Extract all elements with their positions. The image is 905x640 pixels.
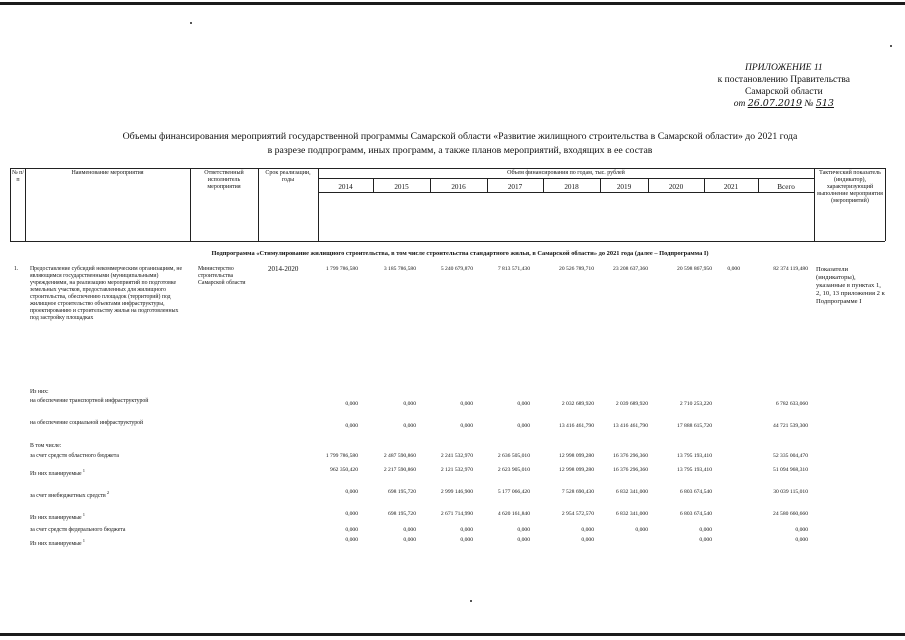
sub-row-value: 0,000 (403, 423, 416, 429)
sub-row-value: 52 335 004,470 (773, 453, 808, 459)
sub-row-value: 13 795 193,410 (677, 467, 712, 473)
appendix-line2: Самарской области (744, 87, 823, 97)
col-line (814, 168, 815, 241)
sub-row-value: 17 888 615,720 (677, 423, 712, 429)
sub-row-value: 2 954 572,570 (561, 511, 594, 517)
number-value: 513 (815, 98, 834, 109)
sub-row-value: 44 721 539,300 (773, 423, 808, 429)
col-line (318, 168, 319, 241)
sub-row-value: 13 416 461,790 (613, 423, 648, 429)
sub-row-value: 13 795 193,410 (677, 453, 712, 459)
sub-row-value: 24 580 660,660 (773, 511, 808, 517)
sub-row-value: 2 487 590,860 (383, 453, 416, 459)
appendix-title: ПРИЛОЖЕНИЕ 11 (745, 63, 823, 73)
footnote-marker: 1 (81, 512, 85, 517)
sub-row-value: 0,000 (517, 537, 530, 543)
sub-row-value: 0,000 (795, 537, 808, 543)
sub-row-label: Из них: (30, 389, 49, 395)
sub-row-value: 51 094 968,310 (773, 467, 808, 473)
sub-row-value: 12 998 099,280 (559, 467, 594, 473)
sub-row-value: 0,000 (345, 423, 358, 429)
subprogram-title: Подпрограмма «Стимулирование жилищного строительства, в том числе строительства стандартного жилья, в Самарской области» до 2021 года (далее – Подпрограмма I) (211, 250, 709, 257)
sub-row-value: 2 623 905,010 (497, 467, 530, 473)
row1-value: 0,000 (727, 266, 740, 272)
row1-value: 23 208 637,360 (613, 266, 648, 272)
header-year-2021: 2021 (723, 183, 739, 191)
sub-row-value: 2 039 689,920 (615, 401, 648, 407)
sub-row-value: 1 799 786,580 (325, 453, 358, 459)
header-year-2017: 2017 (507, 183, 523, 191)
sub-row-value: 2 636 505,010 (497, 453, 530, 459)
header-year-2018: 2018 (564, 183, 579, 191)
date-prefix: от (733, 99, 746, 109)
sub-row-value: 2 217 590,860 (383, 467, 416, 473)
scan-speck (890, 45, 892, 47)
appendix-line1: к постановлению Правительства (717, 75, 850, 85)
sub-row-value: 0,000 (581, 527, 594, 533)
sub-row-value: 6 803 674,540 (679, 511, 712, 517)
sub-row-value: 0,000 (795, 527, 808, 533)
sub-row-value: 0,000 (403, 527, 416, 533)
sub-row-value: 6 832 341,000 (615, 511, 648, 517)
sub-row-value: 0,000 (460, 537, 473, 543)
years-row-divider (318, 192, 814, 193)
sub-row-value: 6 832 341,000 (615, 489, 648, 495)
col-line (25, 168, 26, 241)
sub-row-value: 4 620 161,840 (497, 511, 530, 517)
header-executor: Ответственный исполнитель мероприятия (204, 170, 244, 190)
sub-row-value: 2 241 532,970 (440, 453, 473, 459)
appendix-block (718, 62, 850, 110)
sub-row-label: за счет средств областного бюджета (30, 453, 119, 459)
sub-row-value: 0,000 (517, 423, 530, 429)
sub-row-value: 5 177 066,420 (497, 489, 530, 495)
sub-row-value: 0,000 (581, 537, 594, 543)
funding-header-divider (318, 178, 814, 179)
col-line (258, 168, 259, 241)
row1-indicator: Показатели (индикаторы), указанные в пунктах 1, 2, 10, 13 приложения 2 к Подпрограмме I (816, 266, 885, 305)
sub-row-label: Из них планируемые $^1$ (30, 512, 85, 521)
sub-row-value: 16 376 296,360 (613, 467, 648, 473)
sub-row-value: 6 803 674,540 (679, 489, 712, 495)
table-border-top (10, 168, 885, 169)
row1-period: 2014-2020 (268, 265, 299, 273)
sub-row-value: 0,000 (345, 537, 358, 543)
header-total: Всего (777, 183, 795, 191)
sub-row-value: 2 671 714,990 (440, 511, 473, 517)
sub-row-label: Из них планируемые $^1$ (30, 538, 85, 547)
sub-row-label: В том числе: (30, 443, 62, 449)
sub-row-label: на обеспечение транспортной инфраструктурой (30, 398, 149, 404)
scan-speck (470, 600, 472, 602)
sub-row-value: 0,000 (460, 401, 473, 407)
col-line (885, 168, 886, 241)
col-line (190, 168, 191, 241)
sub-row-value: 2 999 146,900 (440, 489, 473, 495)
row1-value: 1 799 786,580 (325, 266, 358, 272)
sub-row-label: за счет внебюджетных средств $^2$ (30, 490, 110, 499)
sub-row-value: 962 350,420 (330, 467, 358, 473)
row1-value: 82 374 119,480 (773, 266, 808, 272)
page-top-edge (0, 2, 905, 5)
row1-value: 5 240 679,870 (440, 266, 473, 272)
sub-row-value: 2 710 253,220 (679, 401, 712, 407)
header-year-2014: 2014 (338, 183, 353, 191)
header-year-2016: 2016 (451, 183, 466, 191)
sub-row-value: 6 782 633,060 (775, 401, 808, 407)
document-title (60, 130, 860, 158)
appendix-date-line (718, 98, 850, 110)
sub-row-value: 2 032 689,920 (561, 401, 594, 407)
sub-row-value: 698 195,720 (388, 489, 416, 495)
sub-row-value: 7 528 690,430 (561, 489, 594, 495)
scan-speck (190, 22, 192, 24)
row1-value: 20 598 867,950 (677, 266, 712, 272)
header-year-2015: 2015 (394, 183, 409, 191)
header-period: Срок реализации, годы (265, 170, 311, 183)
row1-value: 20 526 789,710 (559, 266, 594, 272)
sub-row-value: 0,000 (403, 401, 416, 407)
sub-row-label: на обеспечение социальной инфраструктурой (30, 420, 144, 426)
footnote-marker: 1 (81, 538, 85, 543)
header-name: Наименование мероприятия (71, 170, 144, 176)
row1-name: Предоставление субсидий некоммерческим организациям, не являющимся государственными (муниципальными) учреждениями, на реализацию мероприятий по подготовке земельных участков, предоставленных для жилищного строительства, обеспечению площадок (территорий) под жилищное строительство объектами инфраструктуры, проектированию и строительству жилья на подготовленных под застройку площадках (30, 266, 183, 321)
sub-row-value: 0,000 (403, 537, 416, 543)
footnote-marker: 2 (105, 490, 110, 495)
sub-row-value: 12 998 099,280 (559, 453, 594, 459)
number-prefix: № (804, 99, 814, 109)
sub-row-value: 0,000 (517, 401, 530, 407)
sub-row-value: 0,000 (345, 527, 358, 533)
sub-row-value: 0,000 (460, 527, 473, 533)
document-title-line1: Объемы финансирования мероприятий государственной программы Самарской области «Развитие жилищного строительства в Самарской области» до 2021 года (122, 131, 798, 142)
sub-row-value: 0,000 (699, 527, 712, 533)
page-bottom-edge (0, 633, 905, 636)
sub-row-value: 0,000 (635, 527, 648, 533)
document-title-line2: в разрезе подпрограмм, иных программ, а также планов мероприятий, входящих в ее состав (267, 145, 653, 156)
header-year-2019: 2019 (616, 183, 632, 191)
sub-row-value: 2 121 532,970 (440, 467, 473, 473)
header-indicator: Тактический показатель (индикатор), характеризующий выполнение мероприятия (мероприятий) (817, 170, 883, 204)
header-no: № п/п (11, 170, 25, 183)
sub-row-value: 0,000 (517, 527, 530, 533)
sub-row-value: 698 195,720 (388, 511, 416, 517)
row1-value: 3 185 786,580 (383, 266, 416, 272)
sub-row-value: 0,000 (345, 489, 358, 495)
table-header-bottom (10, 241, 885, 242)
sub-row-label: Из них планируемые $^1$ (30, 468, 85, 477)
sub-row-value: 0,000 (699, 537, 712, 543)
footnote-marker: 1 (81, 468, 85, 473)
sub-row-value: 0,000 (345, 511, 358, 517)
sub-row-value: 13 416 461,790 (559, 423, 594, 429)
row1-value: 7 813 571,430 (497, 266, 530, 272)
date-value: 26.07.2019 (747, 98, 803, 109)
sub-row-value: 30 039 115,010 (773, 489, 808, 495)
header-funding: Объем финансирования по годам, тыс. рублей (507, 170, 625, 176)
sub-row-value: 16 376 296,360 (613, 453, 648, 459)
row1-executor: Министерство строительства Самарской области (198, 266, 246, 286)
row1-number: 1. (14, 266, 19, 272)
sub-row-label: за счет средств федерального бюджета (30, 527, 126, 533)
sub-row-value: 0,000 (460, 423, 473, 429)
header-year-2020: 2020 (668, 183, 684, 191)
sub-row-value: 0,000 (345, 401, 358, 407)
